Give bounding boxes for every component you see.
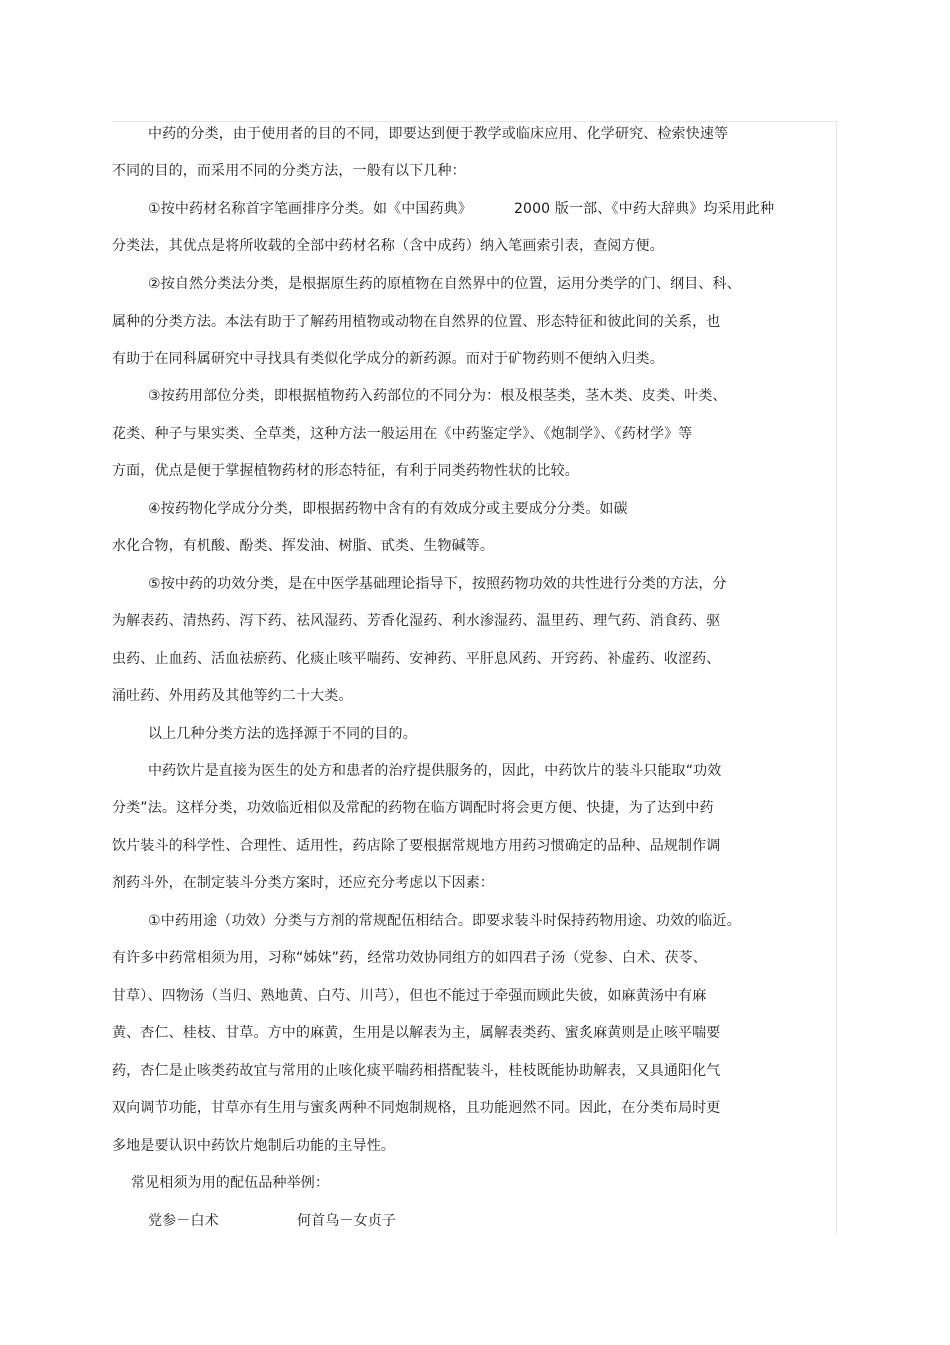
item-1-text-after: 2000 版一部、《中药大辞典》均采用此种 [514,201,775,217]
item-1-text-before: ①按中药材名称首字笔画排序分类。如《中国药典》 [148,201,472,217]
factor-1-line-3: 甘草）、四物汤（当归、熟地黄、白芍、川芎），但也不能过于牵强而顾此失彼，如麻黄汤中有麻 [112,988,707,1004]
item-2-natural-line-3: 有助于在同科属研究中寻找具有类似化学成分的新药源。而对于矿物药则不便纳入归类。 [112,351,664,367]
item-3-part-line-2: 花类、种子与果实类、全草类，这种方法一般运用在《中药鉴定学》、《炮制学》、《药材学》等 [112,426,693,442]
item-2-natural-line-1: ②按自然分类法分类，是根据原生药的原植物在自然界中的位置，运用分类学的门、纲目、科、 [148,276,741,292]
decoction-paragraph-line-2: 分类”法。这样分类，功效临近相似及常配的药物在临方调配时将会更方便、快捷，为了达到中药 [112,800,714,816]
item-4-chemical-line-1: ④按药物化学成分分类，即根据药物中含有的有效成分或主要成分分类。如碳 [148,501,628,517]
item-2-natural-line-2: 属种的分类方法。本法有助于了解药用植物或动物在自然界的位置、形态特征和彼此间的关系，也 [112,314,721,330]
item-4-chemical-line-2: 水化合物，有机酸、酚类、挥发油、树脂、甙类、生物碱等。 [112,538,495,554]
paragraph-intro-line-1: 中药的分类，由于使用者的目的不同，即要达到便于教学或临床应用、化学研究、检索快速等 [148,126,729,142]
factor-1-line-6: 双向调节功能，甘草亦有生用与蜜炙两种不同炮制规格，且功能迥然不同。因此，在分类布局时更 [112,1100,721,1116]
item-5-efficacy-line-1: ⑤按中药的功效分类，是在中医学基础理论指导下，按照药物功效的共性进行分类的方法，分 [148,576,727,592]
factor-1-line-5: 药，杏仁是止咳类药故宜与常用的止咳化痰平喘药相搭配装斗，桂枝既能协助解表，又具通阳化气 [112,1063,721,1079]
examples-heading: 常见相须为用的配伍品种举例： [131,1175,330,1191]
item-5-efficacy-line-3: 虫药、止血药、活血祛瘀药、化痰止咳平喘药、安神药、平肝息风药、开窍药、补虚药、收涩药、 [112,651,721,667]
item-5-efficacy-line-2: 为解表药、清热药、泻下药、祛风湿药、芳香化湿药、利水渗湿药、温里药、理气药、消食药、驱 [112,613,721,629]
factor-1-line-7: 多地是要认识中药饮片炮制后功能的主导性。 [112,1138,395,1154]
decoction-paragraph-line-3: 饮片装斗的科学性、合理性、适用性，药店除了要根据常规地方用药习惯确定的品种、品规制作调 [112,838,721,854]
item-5-efficacy-line-4: 涌吐药、外用药及其他等约二十大类。 [112,688,353,704]
factor-1-line-2: 有许多中药常相须为用，习称“姊妹”药，经常功效协同组方的如四君子汤（党参、白术、茯苓、 [112,950,707,966]
decoction-paragraph-line-4: 剂药斗外，在制定装斗分类方案时，还应充分考虑以下因素： [112,875,495,891]
factor-1-line-4: 黄、杏仁、桂枝、甘草。方中的麻黄，生用是以解表为主，属解表类药、蜜炙麻黄则是止咳平喘要 [112,1025,721,1041]
decoction-paragraph-line-1: 中药饮片是直接为医生的处方和患者的治疗提供服务的，因此，中药饮片的装斗只能取“功效 [148,763,722,779]
summary-line: 以上几种分类方法的选择源于不同的目的。 [148,726,417,742]
item-1-stroke-order-line-1 [148,200,774,218]
page-border-right [836,121,837,1234]
item-3-part-line-3: 方面，优点是便于掌握植物药材的形态特征，有利于同类药物性状的比较。 [112,463,579,479]
paragraph-intro-line-2: 不同的目的，而采用不同的分类方法，一般有以下几种： [112,163,466,179]
item-1-stroke-order-line-2: 分类法，其优点是将所收载的全部中药材名称（含中成药）纳入笔画索引表，查阅方便。 [112,238,664,254]
item-3-part-line-1: ③按药用部位分类，即根据植物药入药部位的不同分为：根及根茎类，茎木类、皮类、叶类、 [148,388,727,404]
page-border-top [112,121,837,122]
pair-example-2: 何首乌－女贞子 [297,1213,397,1229]
factor-1-line-1: ①中药用途（功效）分类与方剂的常规配伍相结合。即要求装斗时保持药物用途、功效的临近。 [148,913,741,929]
pair-example-1: 党参－白术 [148,1213,219,1229]
